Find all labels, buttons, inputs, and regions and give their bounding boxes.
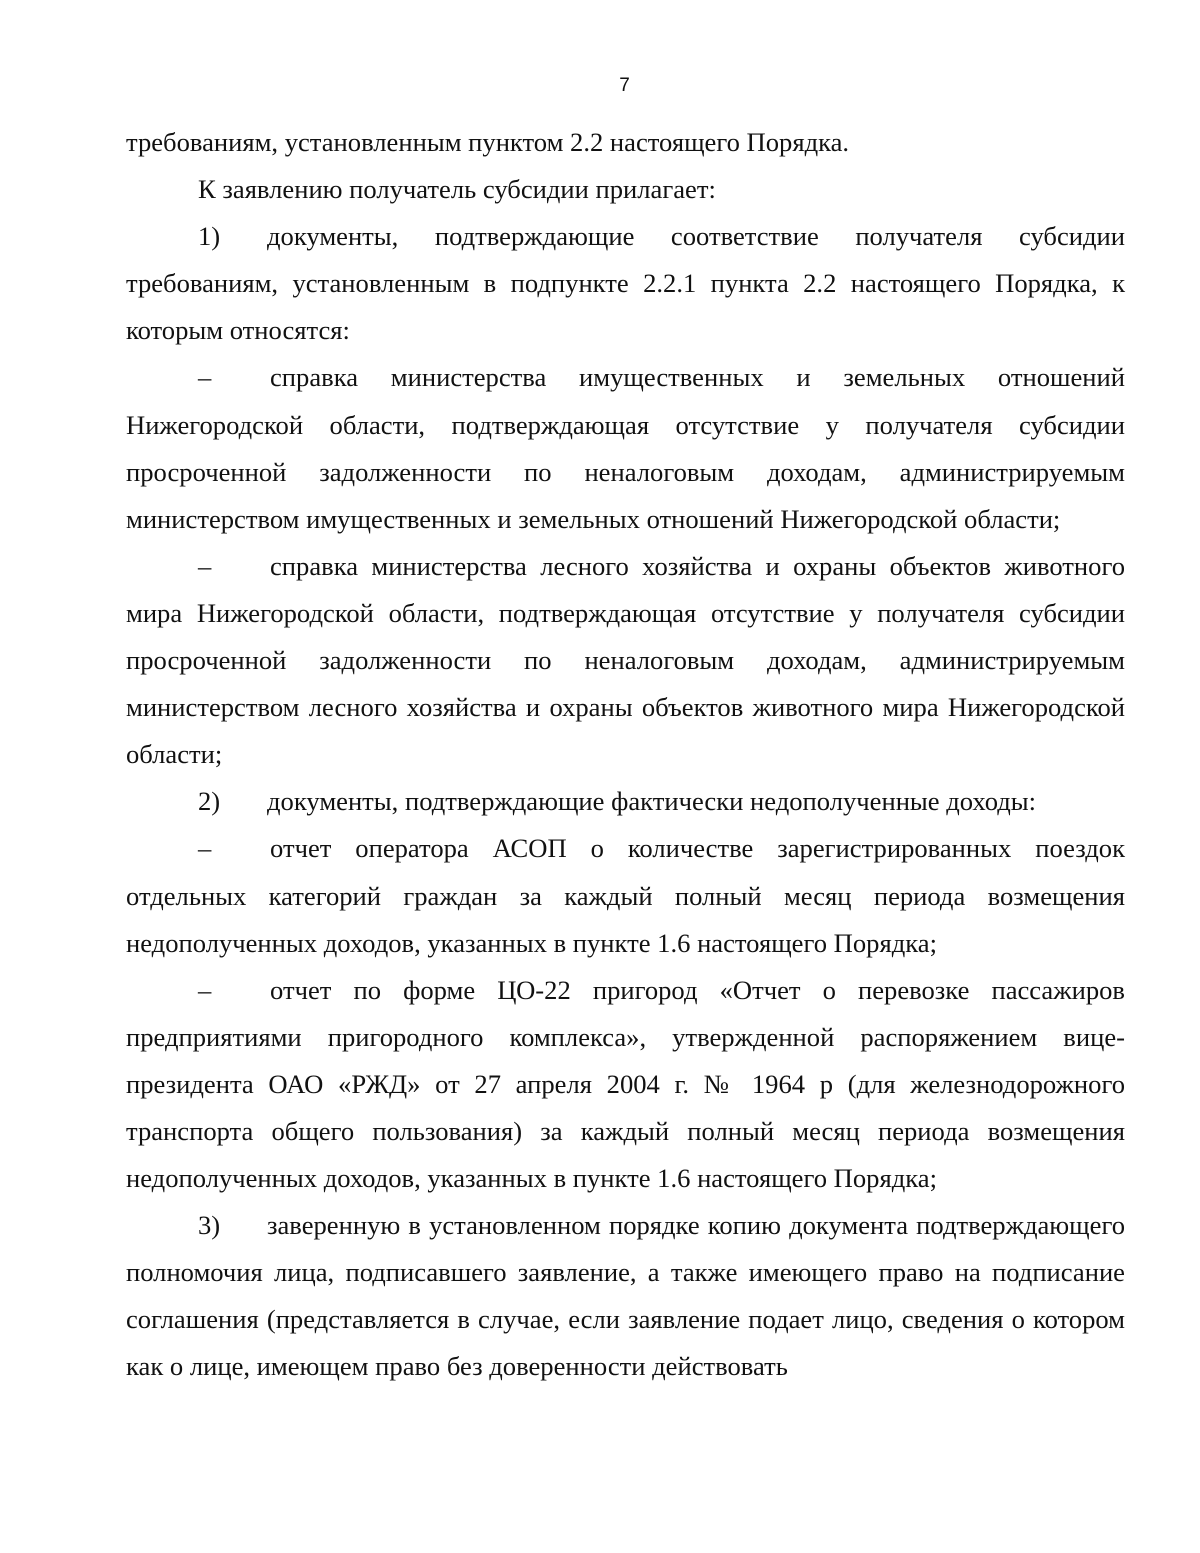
dash-marker: – <box>198 833 212 864</box>
paragraph-text: документы, подтверждающие соответствие получателя субсидии требованиям, установленным в подпункте 2.2.1 пункта 2.2 настоящего Порядка, к которым относятся: <box>126 221 1125 346</box>
list-subitem <box>126 543 1125 778</box>
paragraph-text: отчет оператора АСОП о количестве зарегистрированных поездок отдельных категорий граждан за каждый полный месяц периода возмещения недополученных доходов, указанных в пункте 1.6 настоящего Порядка; <box>126 833 1125 958</box>
paragraph-text: требованиям, установленным пунктом 2.2 настоящего Порядка. <box>126 127 850 157</box>
document-body <box>126 119 1125 1391</box>
list-marker: 2) <box>198 786 221 817</box>
list-subitem <box>126 354 1125 542</box>
list-item-1 <box>126 213 1125 354</box>
paragraph-text: справка министерства имущественных и земельных отношений Нижегородской области, подтверждающая отсутствие у получателя субсидии просроченной задолженности по неналоговым доходам, администрируемым министерством имущественных и земельных отношений Нижегородской области; <box>126 362 1125 534</box>
dash-marker: – <box>198 974 212 1005</box>
list-subitem <box>126 825 1125 966</box>
paragraph-intro <box>126 166 1125 213</box>
paragraph-text: К заявлению получатель субсидии прилагает: <box>198 174 716 205</box>
dash-marker: – <box>198 362 212 393</box>
list-item-2 <box>126 778 1125 825</box>
list-subitem <box>126 967 1125 1202</box>
paragraph-text: заверенную в установленном порядке копию документа подтверждающего полномочия лица, подписавшего заявление, а также имеющего право на подписание соглашения (представляется в случае, если заявление подает лицо, сведения о котором как о лице, имеющем право без доверенности действовать <box>126 1210 1125 1382</box>
list-marker: 3) <box>198 1210 221 1241</box>
paragraph-text: отчет по форме ЦО-22 пригород «Отчет о перевозке пассажиров предприятиями пригородного комплекса», утвержденной распоряжением вице-президента ОАО «РЖД» от 27 апреля 2004 г. № 1964 р (для железнодорожного транспорта общего пользования) за каждый полный месяц периода возмещения недополученных доходов, указанных в пункте 1.6 настоящего Порядка; <box>126 974 1125 1194</box>
paragraph-text: документы, подтверждающие фактически недополученные доходы: <box>267 786 1037 817</box>
page-number: 7 <box>619 75 630 96</box>
paragraph-text: справка министерства лесного хозяйства и охраны объектов животного мира Нижегородской области, подтверждающая отсутствие у получателя субсидии просроченной задолженности по неналоговым доходам, администрируемым министерством лесного хозяйства и охраны объектов животного мира Нижегородской области; <box>126 550 1125 770</box>
dash-marker: – <box>198 550 212 581</box>
list-marker: 1) <box>198 221 221 252</box>
paragraph-continuation <box>126 119 1125 166</box>
list-item-3 <box>126 1202 1125 1390</box>
